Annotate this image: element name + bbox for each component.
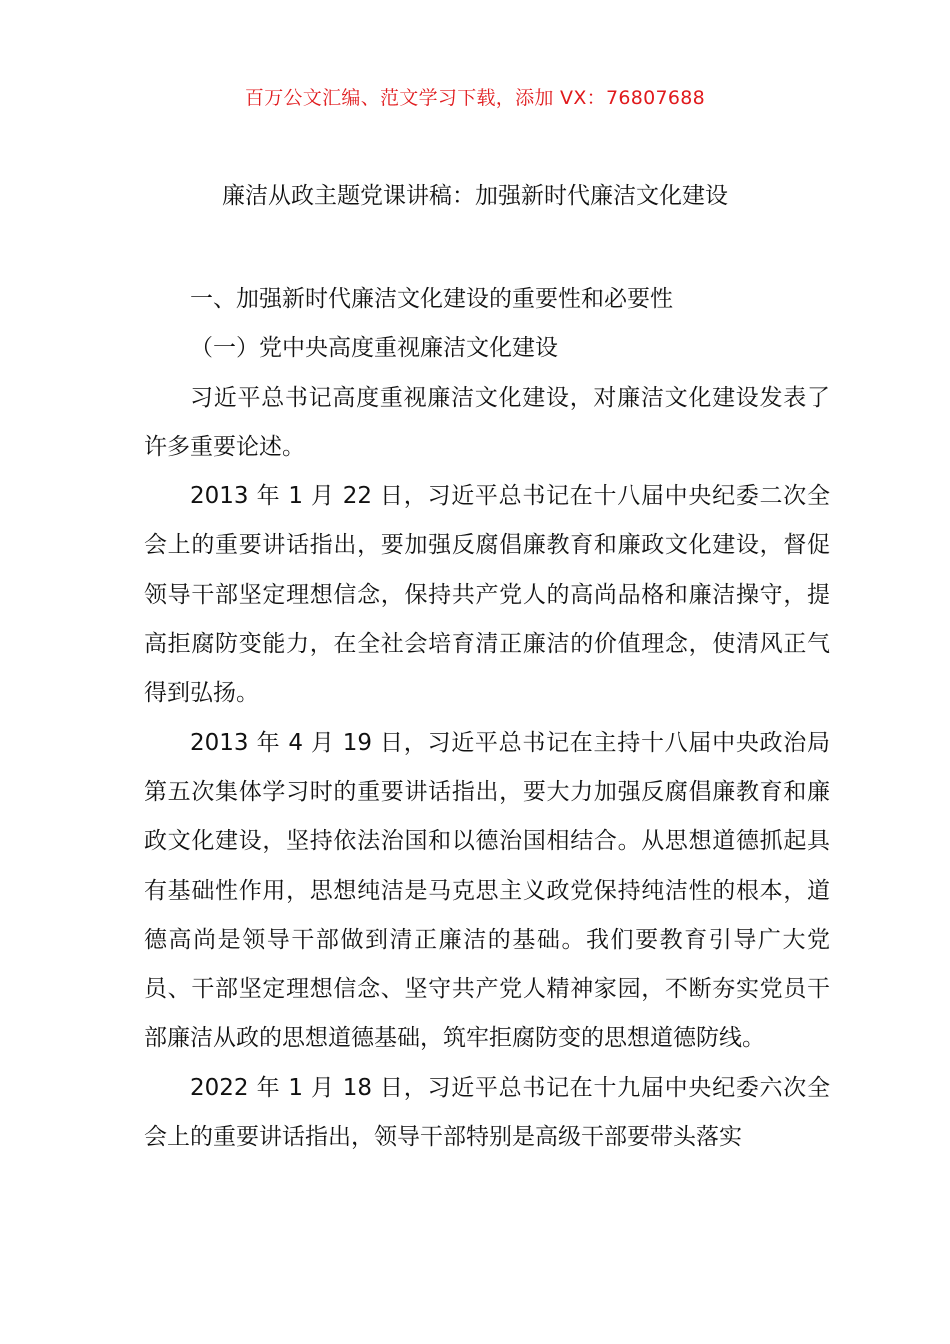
- paragraph: 习近平总书记高度重视廉洁文化建设，对廉洁文化建设发表了许多重要论述。: [144, 384, 830, 460]
- paragraph: 2013 年 4 月 19 日，习近平总书记在主持十八届中央政治局第五次集体学习时的重要讲话指出，要大力加强反腐倡廉教育和廉政文化建设，坚持依法治国和以德治国相结合。从思想道德抓起具有基础性作用，思想纯洁是马克思主义政党保持纯洁性的根本，道德高尚是领导干部做到清正廉洁的基础。我们要教育引导广大党员、干部坚定理想信念、坚守共产党人精神家园，不断夯实党员干部廉洁从政的思想道德基础，筑牢拒腐防变的思想道德防线。: [144, 729, 830, 1052]
- header-note: 百万公文汇编、范文学习下载，添加 VX：76807688: [244, 87, 706, 109]
- document-body: [144, 275, 830, 1162]
- document-title: 廉洁从政主题党课讲稿：加强新时代廉洁文化建设: [222, 183, 728, 209]
- subsection-heading: （一）党中央高度重视廉洁文化建设: [190, 335, 558, 362]
- paragraph: 2022 年 1 月 18 日，习近平总书记在十九届中央纪委六次全会上的重要讲话指出，领导干部特别是高级干部要带头落实: [144, 1074, 830, 1151]
- section-heading: 一、加强新时代廉洁文化建设的重要性和必要性: [190, 286, 673, 312]
- paragraph: 2013 年 1 月 22 日，习近平总书记在十八届中央纪委二次全会上的重要讲话指出，要加强反腐倡廉教育和廉政文化建设，督促领导干部坚定理想信念，保持共产党人的高尚品格和廉洁操守，提高拒腐防变能力，在全社会培育清正廉洁的价值理念，使清风正气得到弘扬。: [144, 483, 830, 707]
